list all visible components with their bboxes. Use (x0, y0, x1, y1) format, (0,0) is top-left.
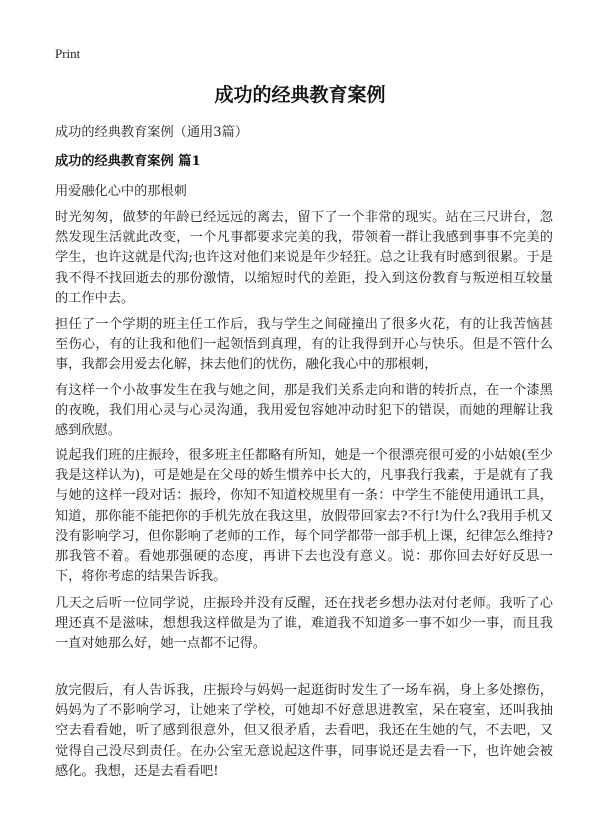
document-subtitle: 成功的经典教育案例（通用3篇） (55, 125, 249, 140)
paragraph-4: 说起我们班的庄振玲，很多班主任都略有所知，她是一个很漂亮很可爱的小姑娘(至少我是这样认为)，可是她是在父母的娇生惯养中长大的，凡事我行我素，于是就有了我与她的这样一段对话：振玲，你知不知道校规里有一条：中学生不能使用通讯工具，知道，那你能不能把你的手机先放在我这里，放假带回家去?不行!为什么?我用手机又没有影响学习，但你影响了老师的工作，每个同学都带一部手机上课，纪律怎么维持?那我管不着。看她那强硬的态度，再讲下去也没有意义。说：那你回去好好反思一下，将你考虑的结果告诉我。 (55, 448, 553, 585)
print-label: Print (55, 46, 81, 61)
paragraph-5: 几天之后听一位同学说，庄振玲并没有反醒，还在找老乡想办法对付老师。我听了心理还真不是滋味，想想我这样做是为了谁，难道我不知道多一事不如少一事，而且我一直对她那么好，她一点都不记得。 (55, 596, 553, 652)
section-heading: 成功的经典教育案例 篇1 (55, 154, 201, 169)
paragraph-3: 有这样一个小故事发生在我与她之间，那是我们关系走向和谐的转折点，在一个漆黑的夜晚，我们用心灵与心灵沟通，我用爱包容她冲动时犯下的错误，而她的理解让我感到欣慰。 (55, 383, 553, 439)
document-title: 成功的经典教育案例 (214, 84, 386, 106)
paragraph-6: 放完假后，有人告诉我，庄振玲与妈妈一起逛街时发生了一场车祸，身上多处擦伤，妈妈为了不影响学习，让她来了学校，可她却不好意思进教室，呆在寝室，还叫我抽空去看看她，听了感到很意外，但又很矛盾，去看吧，我还在生她的气，不去吧，又觉得自己没尽到责任。在办公室无意说起这件事，同事说还是去看一下，也许她会被感化。我想，还是去看看吧! (55, 683, 553, 779)
paragraph-1: 时光匆匆，做梦的年龄已经远远的离去，留下了一个非常的现实。站在三尺讲台，忽然发现生活就此改变，一个凡事都要求完美的我，带领着一群让我感到事事不完美的学生，也许这就是代沟;也许这对他们来说是年少轻狂。总之让我有时感到很累。于是我不得不找回逝去的那份激情，以缩短时代的差距，投入到这份教育与叛逆相互较量的工作中去。 (55, 210, 553, 306)
story-title: 用爱融化心中的那根刺 (55, 184, 187, 199)
paragraph-2: 担任了一个学期的班主任工作后，我与学生之间碰撞出了很多火花，有的让我苦恼甚至伤心，有的让我和他们一起领悟到真理，有的让我得到开心与快乐。但是不管什么事，我都会用爱去化解，抹去他们的忧伤，融化我心中的那根刺， (55, 317, 553, 373)
